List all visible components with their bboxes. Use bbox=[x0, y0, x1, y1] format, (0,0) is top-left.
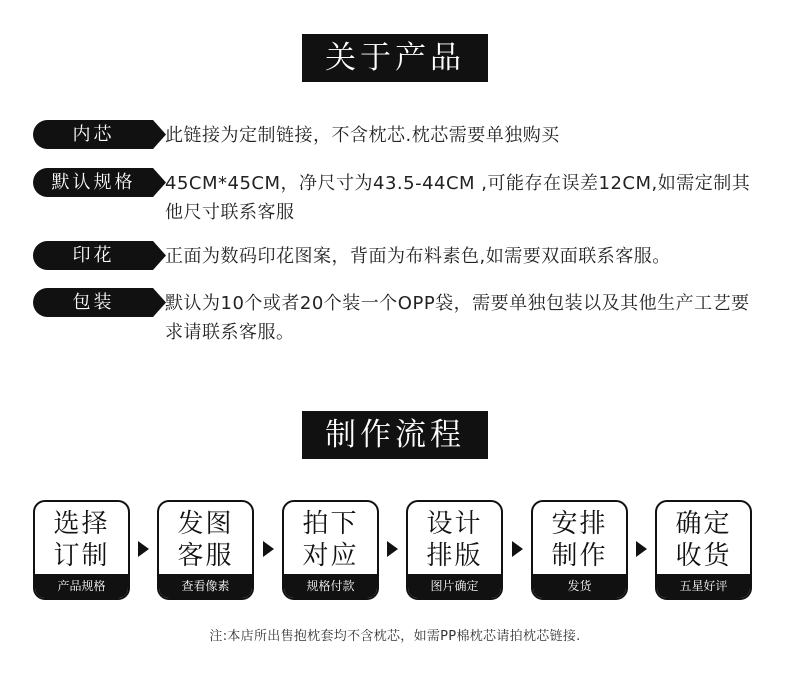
step-line: 制作 bbox=[551, 541, 608, 571]
step-line: 确定 bbox=[675, 509, 732, 539]
info-text: 此链接为定制链接，不含枕芯.枕芯需要单独购买 bbox=[165, 125, 560, 146]
step-card bbox=[282, 500, 379, 600]
arrow-right-icon bbox=[636, 541, 647, 557]
label-tag bbox=[33, 120, 168, 149]
label-tag bbox=[33, 168, 168, 197]
step-line: 发图 bbox=[177, 509, 234, 539]
step-title bbox=[35, 508, 128, 572]
label-tag bbox=[33, 288, 168, 317]
label-text: 内芯 bbox=[72, 124, 115, 145]
step-line: 订制 bbox=[53, 541, 110, 571]
info-text: 默认为10个或者20个装一个OPP袋，需要单独包装以及其他生产工艺要求请联系客服。 bbox=[165, 293, 750, 343]
arrow-right-icon bbox=[512, 541, 523, 557]
step-line: 收货 bbox=[675, 541, 732, 571]
info-row-spec bbox=[33, 168, 768, 228]
step-title bbox=[159, 508, 252, 572]
step-card bbox=[531, 500, 628, 600]
info-row-core bbox=[33, 120, 768, 150]
step-title bbox=[533, 508, 626, 572]
step-line: 设计 bbox=[426, 509, 483, 539]
footer-note: 注:本店所出售抱枕套均不含枕芯，如需PP棉枕芯请拍枕芯链接. bbox=[209, 629, 581, 644]
label-text: 包装 bbox=[72, 292, 115, 313]
step-caption: 查看像素 bbox=[159, 574, 252, 598]
step-caption: 发货 bbox=[533, 574, 626, 598]
info-row-packing bbox=[33, 288, 768, 348]
step-title bbox=[657, 508, 750, 572]
step-caption: 五星好评 bbox=[657, 574, 750, 598]
step-card bbox=[157, 500, 254, 600]
step-card bbox=[406, 500, 503, 600]
step-card bbox=[33, 500, 130, 600]
arrow-right-icon bbox=[263, 541, 274, 557]
step-line: 安排 bbox=[551, 509, 608, 539]
label-text: 印花 bbox=[72, 245, 115, 266]
step-title bbox=[408, 508, 501, 572]
step-line: 拍下 bbox=[302, 509, 359, 539]
info-text: 正面为数码印花图案，背面为布料素色,如需要双面联系客服。 bbox=[165, 246, 671, 267]
step-line: 选择 bbox=[53, 509, 110, 539]
label-tag bbox=[33, 241, 168, 270]
step-line: 排版 bbox=[426, 541, 483, 571]
info-row-print bbox=[33, 241, 768, 271]
step-title bbox=[284, 508, 377, 572]
step-caption: 规格付款 bbox=[284, 574, 377, 598]
info-text: 45CM*45CM，净尺寸为43.5-44CM ,可能存在误差12CM,如需定制其他尺寸联系客服 bbox=[165, 173, 751, 223]
step-caption: 产品规格 bbox=[35, 574, 128, 598]
step-line: 客服 bbox=[177, 541, 234, 571]
arrow-right-icon bbox=[387, 541, 398, 557]
process-section-title: 制作流程 bbox=[302, 411, 488, 459]
step-caption: 图片确定 bbox=[408, 574, 501, 598]
step-line: 对应 bbox=[302, 541, 359, 571]
arrow-right-icon bbox=[138, 541, 149, 557]
step-card bbox=[655, 500, 752, 600]
label-text: 默认规格 bbox=[51, 172, 136, 193]
about-section-title: 关于产品 bbox=[302, 34, 488, 82]
process-steps bbox=[33, 500, 773, 600]
